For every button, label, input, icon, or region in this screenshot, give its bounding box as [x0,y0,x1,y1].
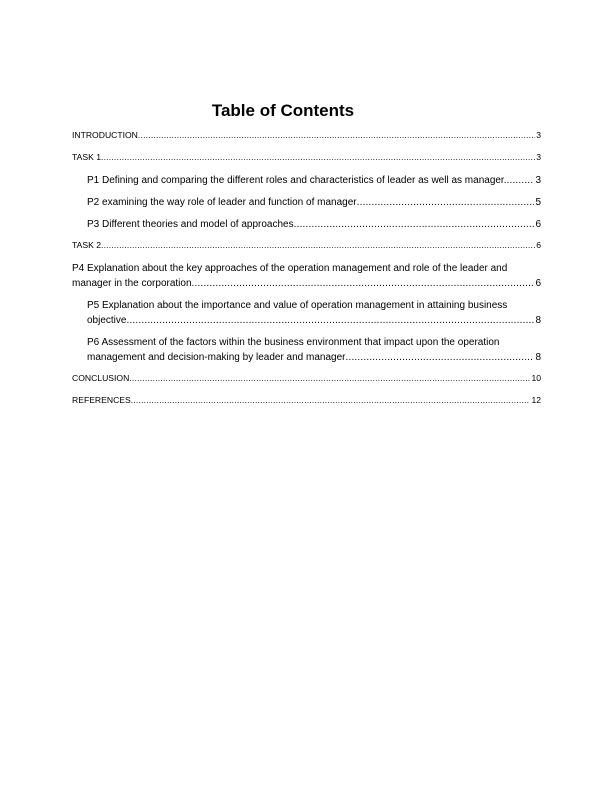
toc-entry-p3[interactable] [72,217,541,232]
toc-entry-line-1: P4 Explanation about the key approaches of the operation management and role of the leader and [72,263,508,274]
toc-page-number: 6 [535,278,541,289]
toc-page-number: 3 [536,152,541,162]
dot-leader [346,350,535,365]
toc-page-number: 12 [531,395,541,405]
toc-entry-line-1: P5 Explanation about the importance and value of operation management in attaining business [87,300,508,311]
toc-entry-text: P3 Different theories and model of approaches [87,219,294,230]
dot-leader [357,195,535,210]
toc-entry-text: INTRODUCTION [72,130,138,140]
toc-entry-p2[interactable] [72,195,541,210]
toc-list [72,129,541,416]
dot-leader [507,173,535,188]
toc-page-number: 10 [531,373,541,383]
toc-entry-text: CONCLUSION [72,373,130,383]
toc-entry-p4[interactable] [72,261,541,291]
toc-entry-text: P1 Defining and comparing the different roles and characteristics of leader as well as manager. [87,175,507,186]
toc-page-number: 8 [535,315,541,326]
toc-entry-last-line [87,313,541,328]
toc-entry-p5[interactable] [72,298,541,328]
dot-leader [101,151,535,164]
toc-page-number: 6 [536,240,541,250]
toc-entry-p6[interactable] [72,335,541,365]
toc-entry-conclusion[interactable] [72,372,541,385]
dot-leader [101,239,535,252]
toc-entry-last-line [87,350,541,365]
dot-leader [131,394,531,407]
dot-leader [126,313,534,328]
toc-entry-text: REFERENCES [72,395,131,405]
toc-page-number: 8 [535,352,541,363]
toc-page-number: 3 [535,175,541,186]
toc-entry-line-2: objective [87,315,127,326]
toc-entry-last-line [72,276,541,291]
toc-entry-text: TASK 2 [72,240,101,250]
dot-leader [192,276,535,291]
toc-entry-text: P2 examining the way role of leader and function of manager [87,197,357,208]
toc-entry-introduction[interactable] [72,129,541,142]
toc-entry-task-1[interactable] [72,151,541,164]
toc-page-number: 6 [535,219,541,230]
toc-entry-line-2: management and decision-making by leader and manager [87,352,346,363]
dot-leader [138,129,535,142]
toc-page-number: 3 [536,130,541,140]
toc-entry-references[interactable] [72,394,541,407]
dot-leader [294,217,535,232]
toc-entry-text: TASK 1 [72,152,101,162]
toc-title: Table of Contents [211,101,355,120]
dot-leader [129,372,530,385]
toc-entry-line-1: P6 Assessment of the factors within the business environment that impact upon the operation [87,337,500,348]
toc-entry-line-2: manager in the corporation [72,278,192,289]
toc-entry-p1[interactable] [72,173,541,188]
toc-entry-task-2[interactable] [72,239,541,252]
toc-page-number: 5 [535,197,541,208]
